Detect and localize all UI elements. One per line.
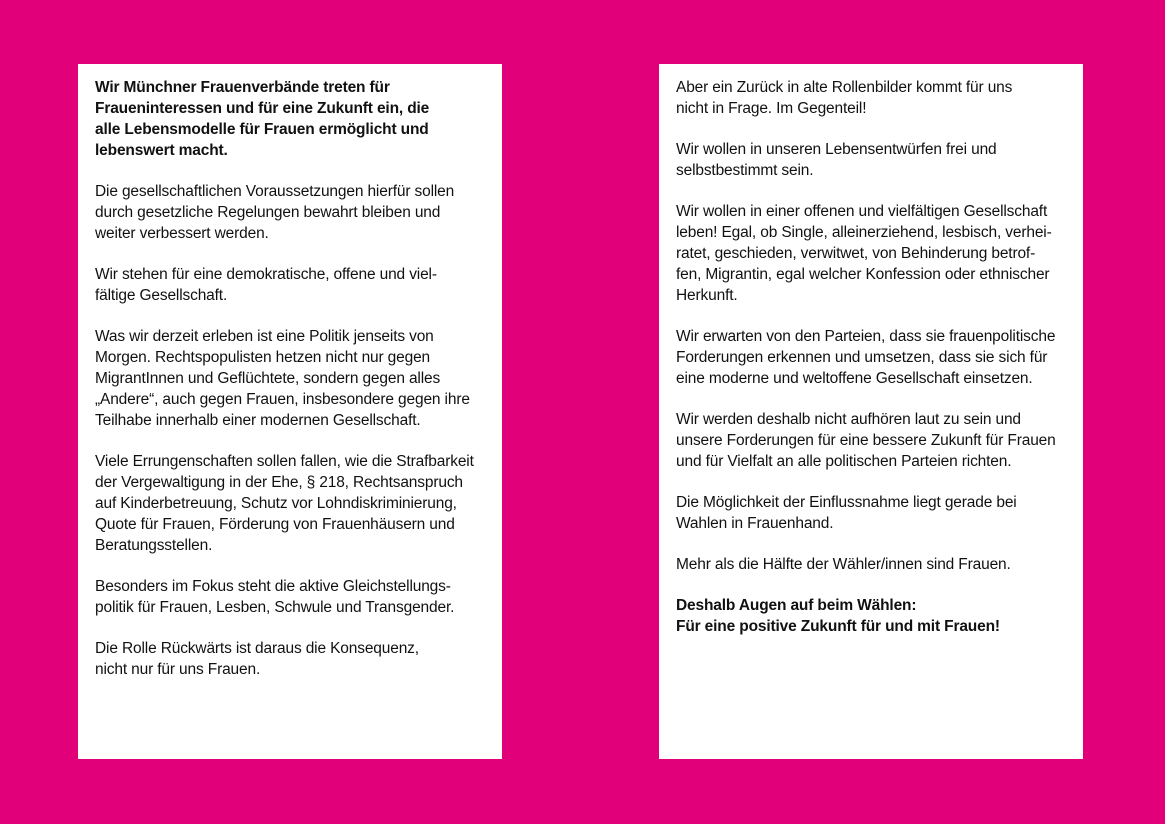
text-line: durch gesetzliche Regelungen bewahrt bleiben und <box>95 204 441 221</box>
text-line: Die gesellschaftlichen Voraussetzungen hierfür sollen <box>95 183 455 200</box>
paragraph <box>95 576 486 618</box>
text-line: auf Kinderbetreuung, Schutz vor Lohndiskriminierung, <box>95 495 457 512</box>
text-line: leben! Egal, ob Single, alleinerziehend, lesbisch, verhei- <box>676 224 1052 241</box>
paragraph <box>95 638 486 680</box>
text-line: Deshalb Augen auf beim Wählen: <box>676 597 917 614</box>
text-line: nicht nur für uns Frauen. <box>95 661 261 678</box>
text-line: lebenswert macht. <box>95 142 228 159</box>
left-text-page <box>78 64 502 759</box>
text-line: Die Rolle Rückwärts ist daraus die Konsequenz, <box>95 640 419 657</box>
text-line: Fraueninteressen und für eine Zukunft ein, die <box>95 100 430 117</box>
text-line: selbstbestimmt sein. <box>676 162 814 179</box>
text-line: Wir wollen in unseren Lebensentwürfen frei und <box>676 141 997 158</box>
text-line: eine moderne und weltoffene Gesellschaft einsetzen. <box>676 370 1033 387</box>
text-line: Die Möglichkeit der Einflussnahme liegt gerade bei <box>676 494 1017 511</box>
text-line: MigrantInnen und Geflüchtete, sondern gegen alles <box>95 370 441 387</box>
text-line: unsere Forderungen für eine bessere Zukunft für Frauen <box>676 432 1056 449</box>
bold-paragraph <box>95 77 486 161</box>
text-line: fältige Gesellschaft. <box>95 287 228 304</box>
text-line: politik für Frauen, Lesben, Schwule und Transgender. <box>95 599 455 616</box>
bold-paragraph <box>676 595 1067 637</box>
text-line: alle Lebensmodelle für Frauen ermöglicht und <box>95 121 429 138</box>
paragraph <box>676 77 1067 119</box>
text-line: nicht in Frage. Im Gegenteil! <box>676 100 867 117</box>
paragraph <box>676 409 1067 472</box>
paragraph <box>95 326 486 431</box>
text-line: Teilhabe innerhalb einer modernen Gesellschaft. <box>95 412 421 429</box>
text-line: der Vergewaltigung in der Ehe, § 218, Rechtsanspruch <box>95 474 463 491</box>
text-line: Wir Münchner Frauenverbände treten für <box>95 79 390 96</box>
paragraph <box>95 181 486 244</box>
text-line: Viele Errungenschaften sollen fallen, wie die Strafbarkeit <box>95 453 474 470</box>
text-line: Mehr als die Hälfte der Wähler/innen sind Frauen. <box>676 556 1011 573</box>
text-line: Herkunft. <box>676 287 738 304</box>
paragraph <box>676 139 1067 181</box>
text-line: Aber ein Zurück in alte Rollenbilder kommt für uns <box>676 79 1013 96</box>
paragraph <box>676 201 1067 306</box>
text-line: Wir werden deshalb nicht aufhören laut zu sein und <box>676 411 1021 428</box>
paragraph <box>676 326 1067 389</box>
text-line: Was wir derzeit erleben ist eine Politik jenseits von <box>95 328 434 345</box>
text-line: fen, Migrantin, egal welcher Konfession oder ethnischer <box>676 266 1050 283</box>
text-line: Morgen. Rechtspopulisten hetzen nicht nur gegen <box>95 349 431 366</box>
paragraph <box>95 264 486 306</box>
text-line: „Andere“, auch gegen Frauen, insbesondere gegen ihre <box>95 391 470 408</box>
text-line: Für eine positive Zukunft für und mit Frauen! <box>676 618 1000 635</box>
paragraph <box>676 554 1067 575</box>
text-line: Wir stehen für eine demokratische, offene und viel- <box>95 266 437 283</box>
text-line: ratet, geschieden, verwitwet, von Behinderung betrof- <box>676 245 1036 262</box>
text-line: weiter verbessert werden. <box>95 225 269 242</box>
text-line: und für Vielfalt an alle politischen Parteien richten. <box>676 453 1012 470</box>
paragraph <box>676 492 1067 534</box>
text-line: Quote für Frauen, Förderung von Frauenhäusern und <box>95 516 455 533</box>
text-line: Beratungsstellen. <box>95 537 213 554</box>
paragraph <box>95 451 486 556</box>
text-line: Wir wollen in einer offenen und vielfältigen Gesellschaft <box>676 203 1048 220</box>
text-line: Besonders im Fokus steht die aktive Gleichstellungs- <box>95 578 451 595</box>
text-line: Wir erwarten von den Parteien, dass sie frauenpolitische <box>676 328 1056 345</box>
text-line: Forderungen erkennen und umsetzen, dass sie sich für <box>676 349 1048 366</box>
text-line: Wahlen in Frauenhand. <box>676 515 834 532</box>
right-text-page <box>659 64 1083 759</box>
